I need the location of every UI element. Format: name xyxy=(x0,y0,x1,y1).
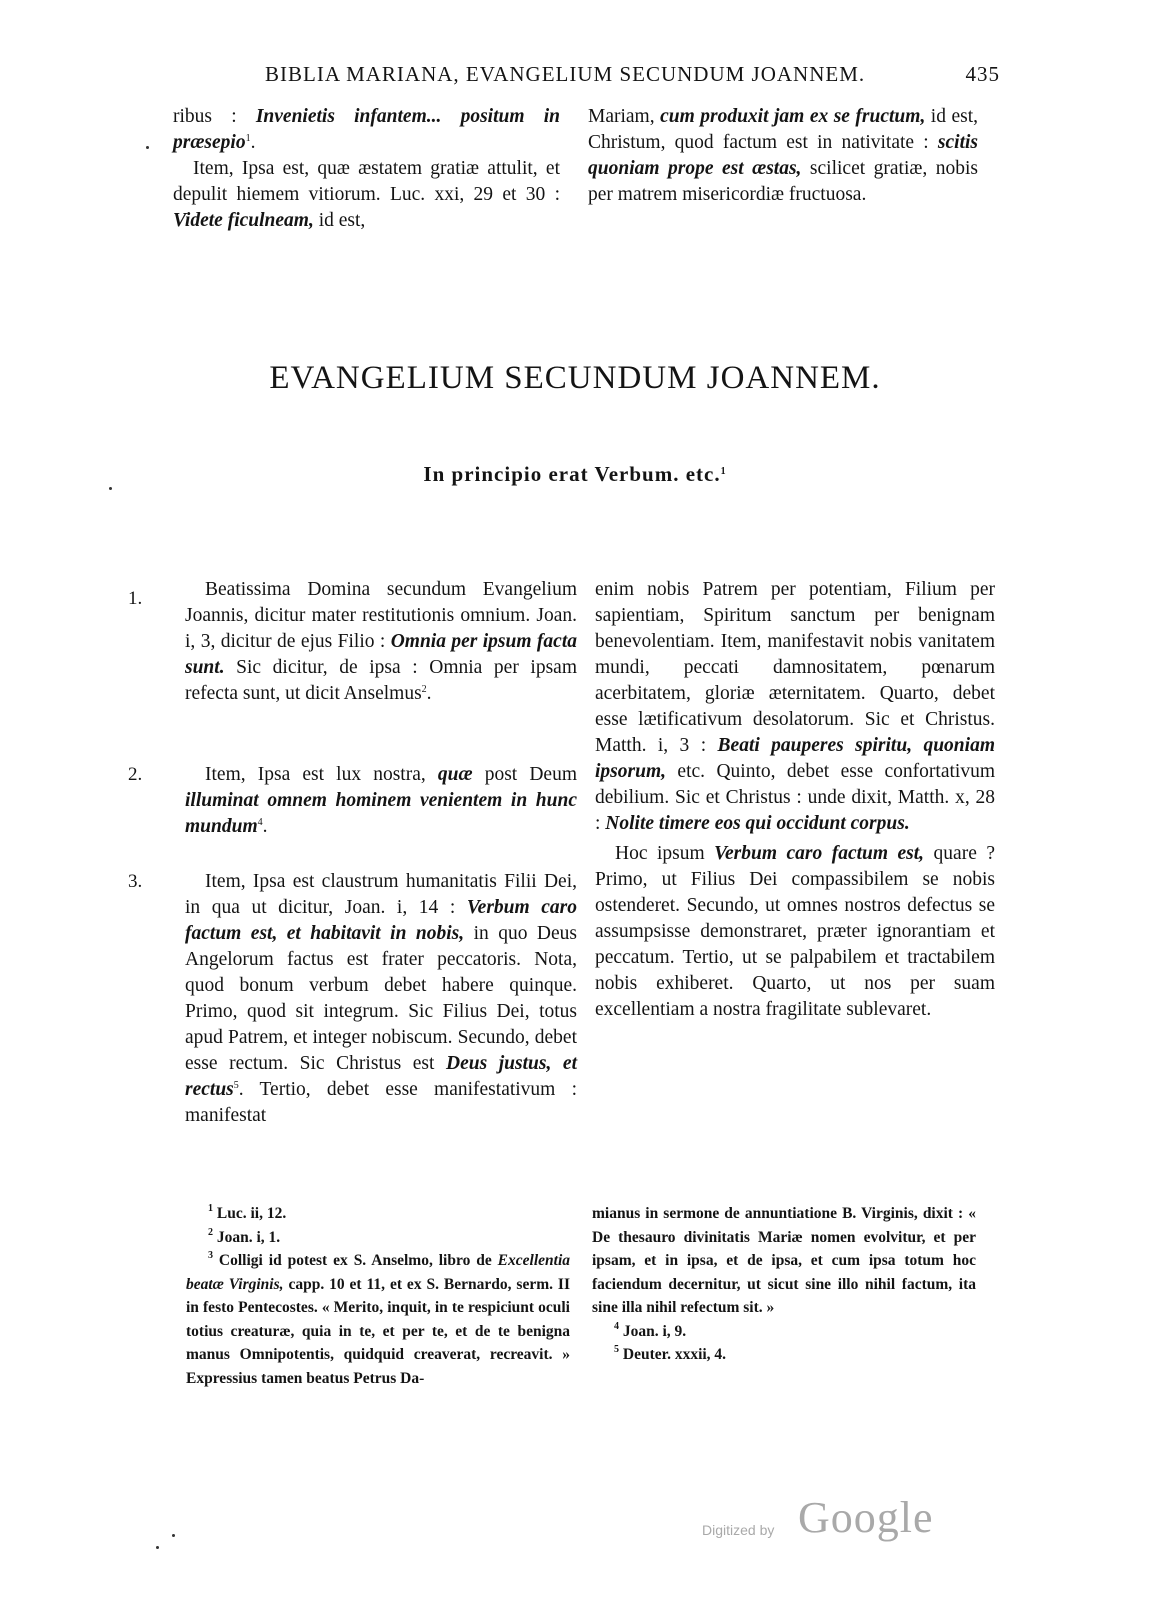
google-logo: Google xyxy=(798,1493,934,1542)
top-right-column xyxy=(588,104,978,208)
paragraph-1: Beatissima Domina secundum Evangelium Joannis, dicitur mater restitutionis omnium. Joan. i, 3, dicitur de ejus Filio : Omnia per ipsum facta sunt. Sic dicitur, de ipsa : Omnia per ipsam refecta sunt, ut dicit Anselmus$^2$. xyxy=(185,579,577,704)
top-right-paragraph: Mariam, cum produxit jam ex se fructum, id est, Christum, quod factum est in nativitate : scitis quoniam prope est æstas, scilicet gratiæ, nobis per matrem misericordiæ fructuosa. xyxy=(588,106,978,205)
footnote-4: $^4$ Joan. i, 9. xyxy=(614,1320,687,1340)
scan-speck xyxy=(156,1546,159,1549)
paragraph-3: Item, Ipsa est claustrum humanitatis Filii Dei, in qua ut dicitur, Joan. i, 14 : Verbum caro factum est, et habitavit in nobis, in quo Deus Angelorum factus est frater peccatoris. Nota, quod bonum verbum debet habere quinque. Primo, quod sit integrum. Sic Filius Dei, totus apud Patrem, et integer nobiscum. Secundo, debet esse rectum. Sic Christus est Deus justus, et rectus$^5$. Tertio, debet esse manifestativum : manifestat xyxy=(185,871,578,1126)
right-paragraph-2: Hoc ipsum Verbum caro factum est, quare ? Primo, ut Filius Dei compassibilem se nobis ostenderet. Secundo, ut omnes nostros defectus se assumpsisse demonstraret, præter ignorantiam et peccatum. Tertio, ut se palpabilem et tractabilem nobis exhiberet. Quarto, ut nos per suam excellentiam a nostra fragilitate sublevaret. xyxy=(595,843,995,1020)
scan-speck xyxy=(109,487,112,490)
top-left-column xyxy=(173,104,560,234)
footnote-3: $^3$ Colligi id potest ex S. Anselmo, libro de Excellentia beatæ Virginis, capp. 10 et 11, et ex S. Bernardo, serm. II in festo Pentecostes. « Merito, inquit, in te respiciunt oculi totius creaturæ, quia in te, et per te, et de te benigna manus Omnipotentis, quidquid creaverat, recreavit. » Expressius tamen beatus Petrus Da- xyxy=(186,1250,571,1387)
paragraph-number-1: 1. xyxy=(128,588,143,609)
footnote-5: $^5$ Deuter. xxxii, 4. xyxy=(614,1344,727,1363)
right-main-column xyxy=(595,577,995,1023)
footnotes-right xyxy=(592,1202,976,1367)
page-number: 435 xyxy=(965,62,1000,86)
top-left-paragraph-2: Item, Ipsa est, quæ æstatem gratiæ attulit, et depulit hiemem vitiorum. Luc. xxi, 29 et 30 : Videte ficulneam, id est, xyxy=(173,158,560,231)
watermark-small-text: Digitized by xyxy=(702,1522,775,1538)
top-left-paragraph-1: ribus : Invenietis infantem... positum in præsepio$^1$. xyxy=(173,106,560,153)
digitized-watermark xyxy=(702,1492,942,1552)
right-paragraph-1: enim nobis Patrem per potentiam, Filium per sapientiam, Spiritum sanctum per benignam benevolentiam. Item, manifestavit nobis vanitatem mundi, peccati damnositatem, pœnarum acerbitatem, gloriæ æternitatem. Quarto, debet esse lætificativum desolatorum. Sic et Christus. Matth. i, 3 : Beati pauperes spiritu, quoniam ipsorum, etc. Quinto, debet esse confortativum debilium. Sic et Christus : unde dixit, Matth. x, 28 : Nolite timere eos qui occidunt corpus. xyxy=(595,579,995,834)
footnote-2: $^2$ Joan. i, 1. xyxy=(208,1226,281,1246)
scan-speck xyxy=(146,146,149,149)
section-title: EVANGELIUM SECUNDUM JOANNEM. xyxy=(269,360,881,396)
running-title: BIBLIA MARIANA, EVANGELIUM SECUNDUM JOANNEM. xyxy=(265,62,866,86)
footnotes-left xyxy=(186,1202,570,1390)
footnote-3-continued: mianus in sermone de annuntiatione B. Virginis, dixit : « De thesauro divinitatis Mariæ nomen evolvitur, et per ipsam, et in ipsa, et de ipsa, et cum ipsa totum hoc faciendum decernitur, ut sicut sine illo nihil factum, ita sine illa nihil refectum sit. » xyxy=(592,1205,976,1316)
paragraph-number-3: 3. xyxy=(128,871,143,892)
paragraph-number-2: 2. xyxy=(128,764,143,785)
scan-speck xyxy=(172,1534,175,1537)
footnote-1: $^1$ Luc. ii, 12. xyxy=(208,1203,287,1222)
section-subtitle: In principio erat Verbum. etc.$^1$ xyxy=(423,462,727,486)
running-head xyxy=(170,62,1000,92)
paragraph-2: Item, Ipsa est lux nostra, quæ post Deum illuminat omnem hominem venientem in hunc mundum$^4$. xyxy=(185,764,577,837)
